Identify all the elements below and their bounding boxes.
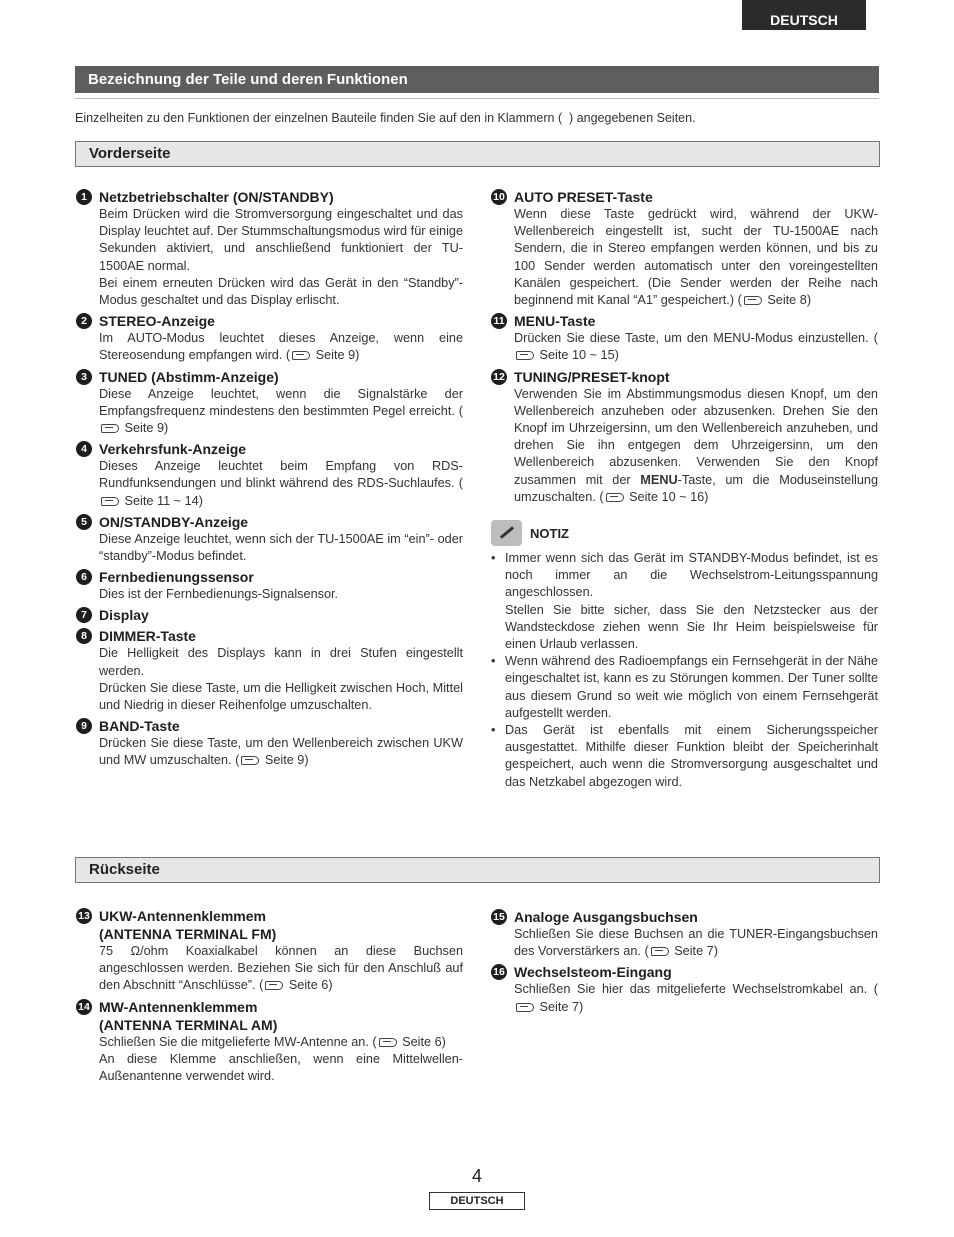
item-title: Display: [99, 607, 149, 624]
description-text: Schließen Sie diese Buchsen an die TUNER-Eingangsbuchsen des Vorverstärkers an. (: [514, 927, 878, 959]
description-text: Drücken Sie diese Taste, um den MENU-Modus einzustellen. (: [514, 331, 878, 346]
item-description: [514, 981, 878, 1015]
item-title: Verkehrsfunk-Anzeige: [99, 441, 247, 458]
item-12: [491, 368, 878, 506]
item-number-badge: 14: [76, 999, 92, 1015]
description-text: Dies ist der Fernbedienungs-Signalsensor.: [99, 587, 339, 602]
note-text: • Immer wenn sich das Gerät im STANDBY-Modus befindet, ist es noch immer an die Wechselstrom-Leitungsspannung angeschlossen.: [505, 551, 878, 600]
item-number-badge: 4: [76, 441, 92, 457]
item-title: UKW-Antennenklemmem: [99, 908, 266, 924]
item-title: AUTO PRESET-Taste: [514, 189, 653, 205]
item-15: [491, 908, 878, 960]
description-text: Drücken Sie diese Taste, um den Wellenbereich zwischen UKW und MW umzuschalten. (: [99, 736, 463, 768]
pointing-hand-icon: [606, 493, 624, 502]
description-paragraph: [99, 275, 463, 309]
description-text: Diese Anzeige leuchtet, wenn die Signalstärke der Empfangsfrequenz mindestens den bestimmten Pegel erreicht. (: [99, 386, 463, 418]
item-number-badge: 10: [491, 189, 507, 205]
item-description: [99, 645, 463, 714]
item-title: Netzbetriebschalter (ON/STANDBY): [99, 189, 334, 205]
description-text: An diese Klemme anschließen, wenn eine Mittelwellen-Außenantenne verwendet wird.: [99, 1051, 463, 1084]
note-item: [491, 722, 878, 791]
item-7: [76, 606, 463, 624]
item-number-badge: 2: [76, 313, 92, 329]
item-number-badge: 16: [491, 964, 507, 980]
item-description: [99, 458, 463, 510]
item-title: BAND-Taste: [99, 718, 180, 735]
item-6: [76, 568, 463, 603]
front-right-items: [491, 188, 878, 506]
page-reference: Seite 10 ~ 15): [536, 348, 619, 363]
pointing-hand-icon: [101, 424, 119, 433]
note-list: [491, 550, 878, 791]
item-2: [76, 312, 463, 364]
description-text: 75 Ω/ohm Koaxialkabel können an diese Buchsen angeschlossen werden. Beziehen Sie sich für den Anschluß auf den Abschnitt “Anschlüsse”. (: [99, 944, 463, 993]
item-number-badge: 8: [76, 628, 92, 644]
pointing-hand-icon: [516, 351, 534, 360]
item-number-badge: 6: [76, 569, 92, 585]
page-reference: Seite 10 ~ 16): [625, 489, 709, 504]
description-paragraph: [99, 330, 463, 364]
item-description: [99, 206, 463, 309]
item-description: [99, 531, 463, 565]
item-10: [491, 188, 878, 309]
item-description: [99, 386, 463, 438]
page-reference: Seite 6): [398, 1034, 446, 1049]
item-5: [76, 513, 463, 565]
language-tab: DEUTSCH: [742, 0, 866, 30]
item-subtitle: (ANTENNA TERMINAL FM): [99, 926, 277, 942]
pointing-hand-icon: [744, 296, 762, 305]
note-item: [491, 550, 878, 653]
item-3: [76, 368, 463, 438]
item-title: Analoge Ausgangsbuchsen: [514, 909, 698, 925]
bold-text: MENU: [640, 472, 678, 487]
description-text: Schließen Sie die mitgelieferte MW-Antenne an. (: [99, 1034, 377, 1049]
description-text: Beim Drücken wird die Stromversorgung eingeschaltet und das Display leuchtet auf. Der Stummschaltungsmodus wird für einige Sekunden aktiviert, und anschließend funktioniert der TU-1500AE normal.: [99, 207, 463, 273]
note-item: [491, 653, 878, 722]
page-reference: Seite 9): [312, 348, 360, 363]
description-paragraph: [514, 206, 878, 309]
item-number-badge: 3: [76, 369, 92, 385]
item-8: [76, 627, 463, 714]
item-number-badge: 13: [76, 908, 92, 924]
item-4: [76, 440, 463, 510]
item-description: [99, 586, 463, 603]
page-reference: Seite 9): [121, 421, 169, 436]
item-9: [76, 717, 463, 769]
pencil-icon: [491, 520, 522, 546]
item-number-badge: 9: [76, 718, 92, 734]
description-paragraph: [99, 206, 463, 275]
item-description: [514, 926, 878, 960]
item-number-badge: 15: [491, 909, 507, 925]
description-text: Diese Anzeige leuchtet, wenn sich der TU-1500AE im “ein”- oder “standby”-Modus befindet.: [99, 531, 463, 564]
item-description: [514, 386, 878, 506]
item-subtitle: (ANTENNA TERMINAL AM): [99, 1016, 278, 1033]
item-title: MENU-Taste: [514, 313, 596, 330]
front-right-column: [491, 188, 878, 791]
item-number-badge: 11: [491, 313, 507, 329]
item-description: [514, 206, 878, 309]
item-title: STEREO-Anzeige: [99, 313, 215, 330]
item-title: DIMMER-Taste: [99, 628, 196, 645]
item-title: ON/STANDBY-Anzeige: [99, 513, 249, 530]
rear-left-column: [76, 907, 463, 1088]
note-label: NOTIZ: [530, 526, 569, 542]
item-description: [99, 943, 463, 995]
pointing-hand-icon: [292, 351, 310, 360]
description-paragraph: [514, 926, 878, 960]
description-paragraph: [99, 458, 463, 510]
pointing-hand-icon: [101, 497, 119, 506]
item-1: [76, 188, 463, 309]
description-paragraph: [514, 386, 878, 506]
description-paragraph: [99, 645, 463, 679]
note-text: • Wenn während des Radioempfangs ein Fernsehgerät in der Nähe eingeschaltet ist, kann es zu Störungen kommen. Der Tuner sollte aus diesem Grund so weit wie möglich von einem Fernsehgerät aufgestellt werden.: [505, 654, 878, 720]
description-paragraph: [514, 981, 878, 1015]
front-left-column: [76, 188, 463, 773]
page-reference: Seite 9): [261, 753, 309, 768]
item-title: TUNED (Abstimm-Anzeige): [99, 368, 279, 385]
item-description: [99, 735, 463, 769]
page-reference: Seite 8): [763, 293, 812, 308]
page-reference: Seite 7): [536, 999, 584, 1014]
item-11: [491, 312, 878, 364]
description-paragraph: [99, 386, 463, 438]
description-text: Drücken Sie diese Taste, um die Helligkeit zwischen Hoch, Mittel und Niedrig in dieser Reihenfolge umzuschalten.: [99, 680, 463, 713]
pointing-hand-icon: [651, 947, 669, 956]
note-text: Stellen Sie bitte sicher, dass Sie den Netzstecker aus der Wandsteckdose ziehen wenn Sie Ihr Heim beispielsweise für einen Urlaub verlassen.: [505, 602, 878, 652]
divider: [75, 98, 879, 99]
section-title-bar: Bezeichnung der Teile und deren Funktionen: [75, 66, 879, 93]
item-description: [99, 1034, 463, 1086]
pointing-hand-icon: [379, 1038, 397, 1047]
page-reference: Seite 6): [285, 978, 333, 993]
page-number: 4: [471, 1166, 482, 1186]
description-paragraph: [99, 680, 463, 714]
item-14: [76, 998, 463, 1086]
rear-right-column: [491, 908, 878, 1019]
pointing-hand-icon: [516, 1003, 534, 1012]
page-reference: Seite 7): [670, 944, 718, 959]
description-paragraph: [99, 1051, 463, 1085]
item-number-badge: 7: [76, 607, 92, 623]
item-number-badge: 5: [76, 514, 92, 530]
item-number-badge: 1: [76, 189, 92, 205]
item-13: [76, 907, 463, 995]
description-paragraph: [99, 735, 463, 769]
item-description: [514, 330, 878, 364]
description-paragraph: [99, 586, 463, 603]
description-paragraph: [99, 1034, 463, 1051]
item-title: TUNING/PRESET-knopt: [514, 368, 670, 385]
description-text: Im AUTO-Modus leuchtet dieses Anzeige, wenn eine Stereosendung empfangen wird. (: [99, 331, 463, 363]
pointing-hand-icon: [265, 981, 283, 990]
item-16: [491, 963, 878, 1015]
pointing-hand-icon: [241, 756, 259, 765]
note-text: • Das Gerät ist ebenfalls mit einem Sicherungsspeicher ausgestattet. Mithilfe dieser Funktion bleibt der Speicherinhalt gespeichert, auch wenn die Stromversorgung ausgeschaltet und das Netzkabel abgezogen wird.: [505, 723, 878, 789]
item-title: Wechselsteom-Eingang: [514, 964, 672, 981]
description-text: Bei einem erneuten Drücken wird das Gerät in den “Standby”-Modus geschaltet und das Display erlischt.: [99, 275, 463, 308]
front-heading: Vorderseite: [75, 141, 880, 167]
footer-language-tab: DEUTSCH: [429, 1192, 525, 1210]
description-paragraph: [514, 330, 878, 364]
description-paragraph: [99, 943, 463, 995]
rear-heading: Rückseite: [75, 857, 880, 883]
note-header: [491, 520, 878, 546]
page-reference: Seite 11 ~ 14): [121, 493, 203, 508]
description-text: Schließen Sie hier das mitgelieferte Wechselstromkabel an. (: [514, 982, 878, 997]
description-paragraph: [99, 531, 463, 565]
description-text: -Taste, um die Moduseinstellung umzuschalten. (: [514, 472, 878, 504]
description-text: Dieses Anzeige leuchtet beim Empfang von RDS-Rundfunksendungen und blinkt während des RDS-Suchlaufes. (: [99, 459, 463, 491]
item-title: Fernbedienungssensor: [99, 569, 254, 586]
description-text: Wenn diese Taste gedrückt wird, während der UKW-Wellenbereich eingestellt ist, sucht der TU-1500AE nach Sendern, die in Stereo empfangen werden können, und bis zu 100 Sender werden automatisch unter den voreingestellten Kanälen gespeichert. (Die Sender werden der Reihe nach beginnend mit Kanal “A1” gespeichert.) (: [514, 207, 878, 308]
description-text: Verwenden Sie im Abstimmungsmodus diesen Knopf, um den Wellenbereich anzuheben oder abzusenken. Drehen Sie den Knopf im Uhrzeigersinn, um den Wellenbereich anzuheben, und drehen Sie ihn entgegen dem Uhrzeigersinn, um den Wellenbereich abzusenken. Verwenden Sie den Knopf zusammen mit der: [514, 386, 878, 487]
description-text: Die Helligkeit des Displays kann in drei Stufen eingestellt werden.: [99, 646, 463, 678]
intro-text: Einzelheiten zu den Funktionen der einzelnen Bauteile finden Sie auf den in Klammern ( ) angegebenen Seiten.: [75, 111, 696, 125]
item-description: [99, 330, 463, 364]
item-number-badge: 12: [491, 369, 507, 385]
item-title: MW-Antennenklemmem: [99, 998, 258, 1015]
